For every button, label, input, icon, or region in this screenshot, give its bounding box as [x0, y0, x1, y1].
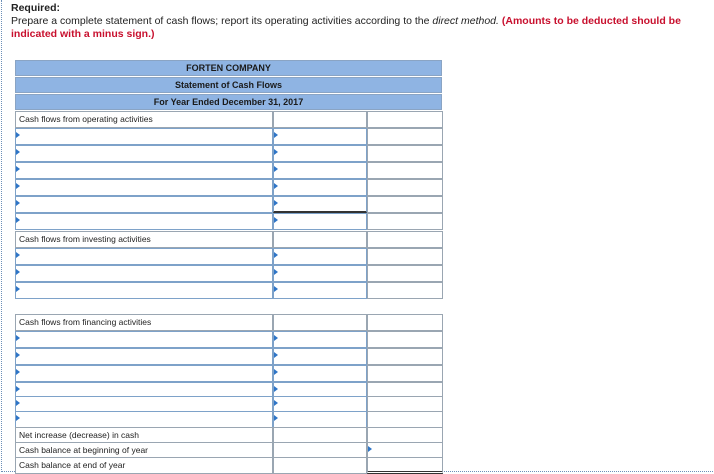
investing-line-2-amount-input[interactable] [273, 265, 367, 282]
net-change-label: Net increase (decrease) in cash [19, 430, 140, 440]
operating-line-2 [15, 145, 443, 162]
operating-line-1 [15, 128, 443, 145]
investing-section-row [15, 231, 443, 248]
financing-line-1-label-input[interactable] [15, 331, 273, 348]
financing-line-3-amount-input[interactable] [273, 365, 367, 382]
investing-line-2 [15, 265, 443, 282]
operating-line-1-label-input[interactable] [15, 128, 273, 145]
operating-total-row [15, 213, 443, 230]
financing-line-1 [15, 331, 443, 348]
operating-line-4-label-input[interactable] [15, 179, 273, 196]
financing-line-3 [15, 365, 443, 382]
investing-line-1 [15, 248, 443, 265]
financing-line-2-amount-input[interactable] [273, 348, 367, 365]
financing-total-row [15, 411, 443, 428]
operating-section-label: Cash flows from operating activities [19, 114, 153, 124]
investing-total-label-input[interactable] [15, 282, 273, 299]
operating-line-4 [15, 179, 443, 196]
instructions [11, 15, 711, 41]
financing-line-1-amount-input[interactable] [273, 331, 367, 348]
operating-line-5-amount-input[interactable] [273, 196, 367, 213]
investing-total-row [15, 282, 443, 299]
operating-section-row [15, 111, 443, 128]
operating-line-5-label-input[interactable] [15, 196, 273, 213]
financing-total-label-input[interactable] [15, 411, 273, 428]
required-heading: Required: [11, 2, 61, 14]
financing-section-row [15, 314, 443, 331]
left-dotted-border [1, 0, 2, 472]
investing-section-label: Cash flows from investing activities [19, 234, 151, 244]
operating-line-3 [15, 162, 443, 179]
operating-line-1-amount-input[interactable] [273, 128, 367, 145]
operating-line-3-label-input[interactable] [15, 162, 273, 179]
ending-balance-label: Cash balance at end of year [19, 460, 126, 470]
company-name: FORTEN COMPANY [15, 60, 442, 76]
ending-balance-row [15, 457, 443, 474]
instructions-method: direct method. [432, 15, 499, 27]
operating-line-5 [15, 196, 443, 213]
instructions-warning: (Amounts to be deducted should be indicated with a minus sign.) [11, 15, 681, 40]
investing-line-2-label-input[interactable] [15, 265, 273, 282]
operating-line-2-amount-input[interactable] [273, 145, 367, 162]
instructions-lead: Prepare a complete statement of cash flows; report its operating activities according to the [11, 15, 430, 27]
operating-line-3-amount-input[interactable] [273, 162, 367, 179]
investing-line-1-amount-input[interactable] [273, 248, 367, 265]
statement-title: Statement of Cash Flows [15, 77, 442, 93]
operating-line-2-label-input[interactable] [15, 145, 273, 162]
financing-line-2 [15, 348, 443, 365]
operating-total-label-input[interactable] [15, 213, 273, 230]
operating-line-4-amount-input[interactable] [273, 179, 367, 196]
beginning-balance-label: Cash balance at beginning of year [19, 445, 149, 455]
investing-line-1-label-input[interactable] [15, 248, 273, 265]
statement-period: For Year Ended December 31, 2017 [15, 94, 442, 110]
financing-line-2-label-input[interactable] [15, 348, 273, 365]
financing-line-3-label-input[interactable] [15, 365, 273, 382]
financing-section-label: Cash flows from financing activities [19, 317, 152, 327]
